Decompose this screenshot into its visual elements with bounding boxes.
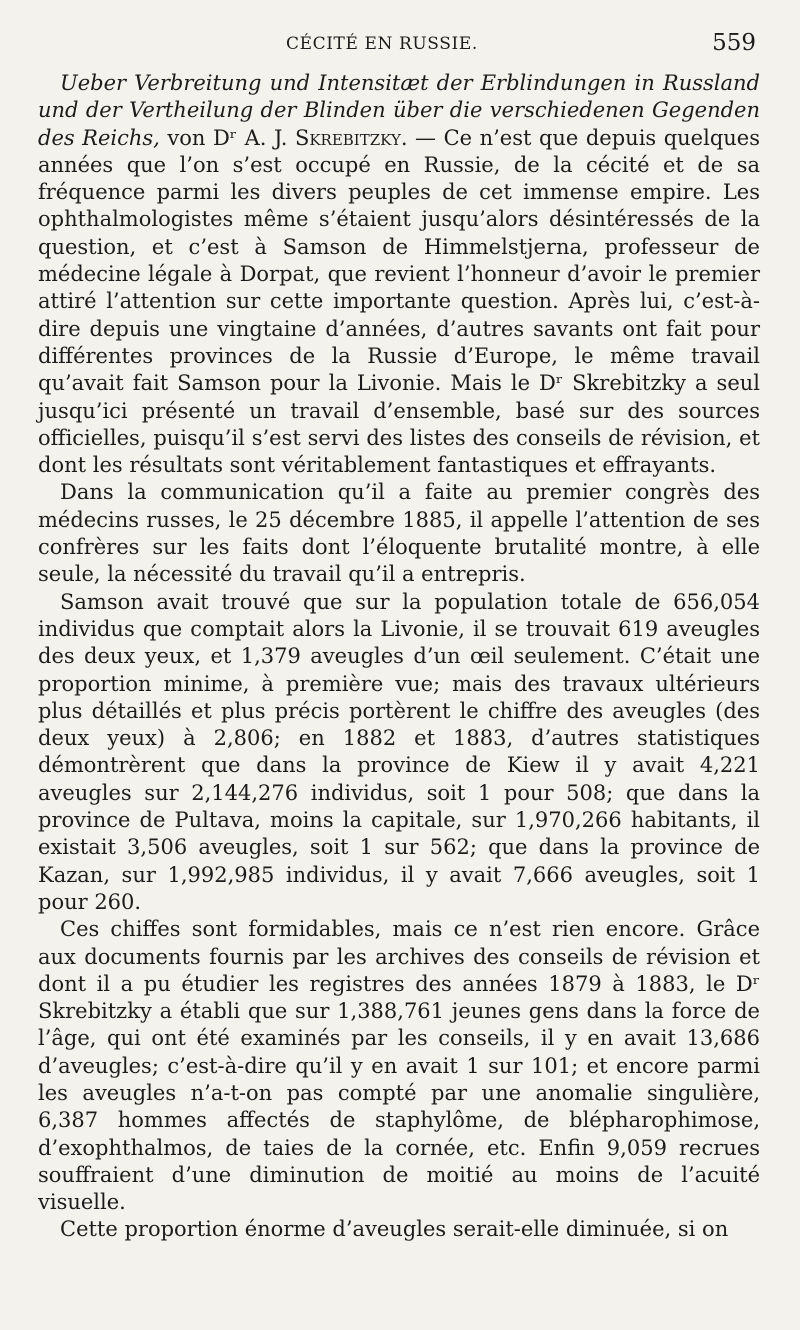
body-text bbox=[38, 70, 760, 1244]
paragraph-1-text: — Ce n’est que depuis quelques années que l’on s’est occupé en Russie, de la cécité et de sa fréquence parmi les divers peuples de cet immense empire. Les ophthalmologistes même s’étaient jusqu’alors désintéressés de la question, et c’est à Samson de Himmelstjerna, professeur de médecine légale à Dorpat, que revient l’honneur d’avoir le premier attiré l’attention sur cette importante question. Après lui, c’est-à-dire depuis une vingtaine d’années, d’autres savants ont fait pour différentes provinces de la Russie d’Europe, le même travail qu’avait fait Samson pour la Livonie. Mais le Dʳ Skrebitzky a seul jusqu’ici présenté un travail d’ensemble, basé sur des sources officielles, puisqu’il s’est servi des listes des conseils de révision, et dont les résultats sont véritablement fantastiques et effrayants. bbox=[38, 125, 760, 478]
author-name: Skrebitzky. bbox=[294, 125, 408, 150]
page-number: 559 bbox=[712, 30, 756, 56]
page-header bbox=[38, 30, 760, 70]
book-title: Ueber Verbreitung und Intensitæt der Erblindungen in Russland und der Vertheilung der Blinden über die verschiedenen Gegenden des Reichs, bbox=[38, 71, 760, 150]
author-prefix: von Dʳ A. J. bbox=[159, 125, 295, 150]
paragraph-2: Dans la communication qu’il a faite au premier congrès des médecins russes, le 25 décembre 1885, il appelle l’attention de ses confrères sur les faits dont l’éloquente brutalité montre, à elle seule, la nécessité du travail qu’il a entrepris. bbox=[38, 480, 760, 587]
document-page bbox=[38, 30, 760, 1244]
paragraph-5: Cette proportion énorme d’aveugles serait-elle diminuée, si on bbox=[60, 1217, 729, 1242]
paragraph-1 bbox=[38, 70, 760, 479]
running-title: CÉCITÉ EN RUSSIE. bbox=[286, 34, 478, 54]
paragraph-3: Samson avait trouvé que sur la population totale de 656,054 individus que comptait alors la Livonie, il se trouvait 619 aveugles des deux yeux, et 1,379 aveugles d’un œil seulement. C’était une proportion minime, à première vue; mais des travaux ultérieurs plus détaillés et plus précis portèrent le chiffre des aveugles (des deux yeux) à 2,806; en 1882 et 1883, d’autres statistiques démontrèrent que dans la province de Kiew il y avait 4,221 aveugles sur 2,144,276 individus, soit 1 pour 508; que dans la province de Pultava, moins la capitale, sur 1,970,266 habitants, il existait 3,506 aveugles, soit 1 sur 562; que dans la province de Kazan, sur 1,992,985 individus, il y avait 7,666 aveugles, soit 1 pour 260. bbox=[38, 589, 760, 914]
paragraph-4: Ces chiffes sont formidables, mais ce n’est rien encore. Grâce aux documents fournis par les archives des conseils de révision et dont il a pu étudier les registres des années 1879 à 1883, le Dʳ Skrebitzky a établi que sur 1,388,761 jeunes gens dans la force de l’âge, qui ont été examinés par les conseils, il y en avait 13,686 d’aveugles; c’est-à-dire qu’il y en avait 1 sur 101; et encore parmi les aveugles n’a-t-on pas compté par une anomalie singulière, 6,387 hommes affectés de staphylôme, de blépharophimose, d’exophthalmos, de taies de la cornée, etc. Enfin 9,059 recrues souffraient d’une diminution de moitié au moins de l’acuité visuelle. bbox=[38, 917, 760, 1215]
